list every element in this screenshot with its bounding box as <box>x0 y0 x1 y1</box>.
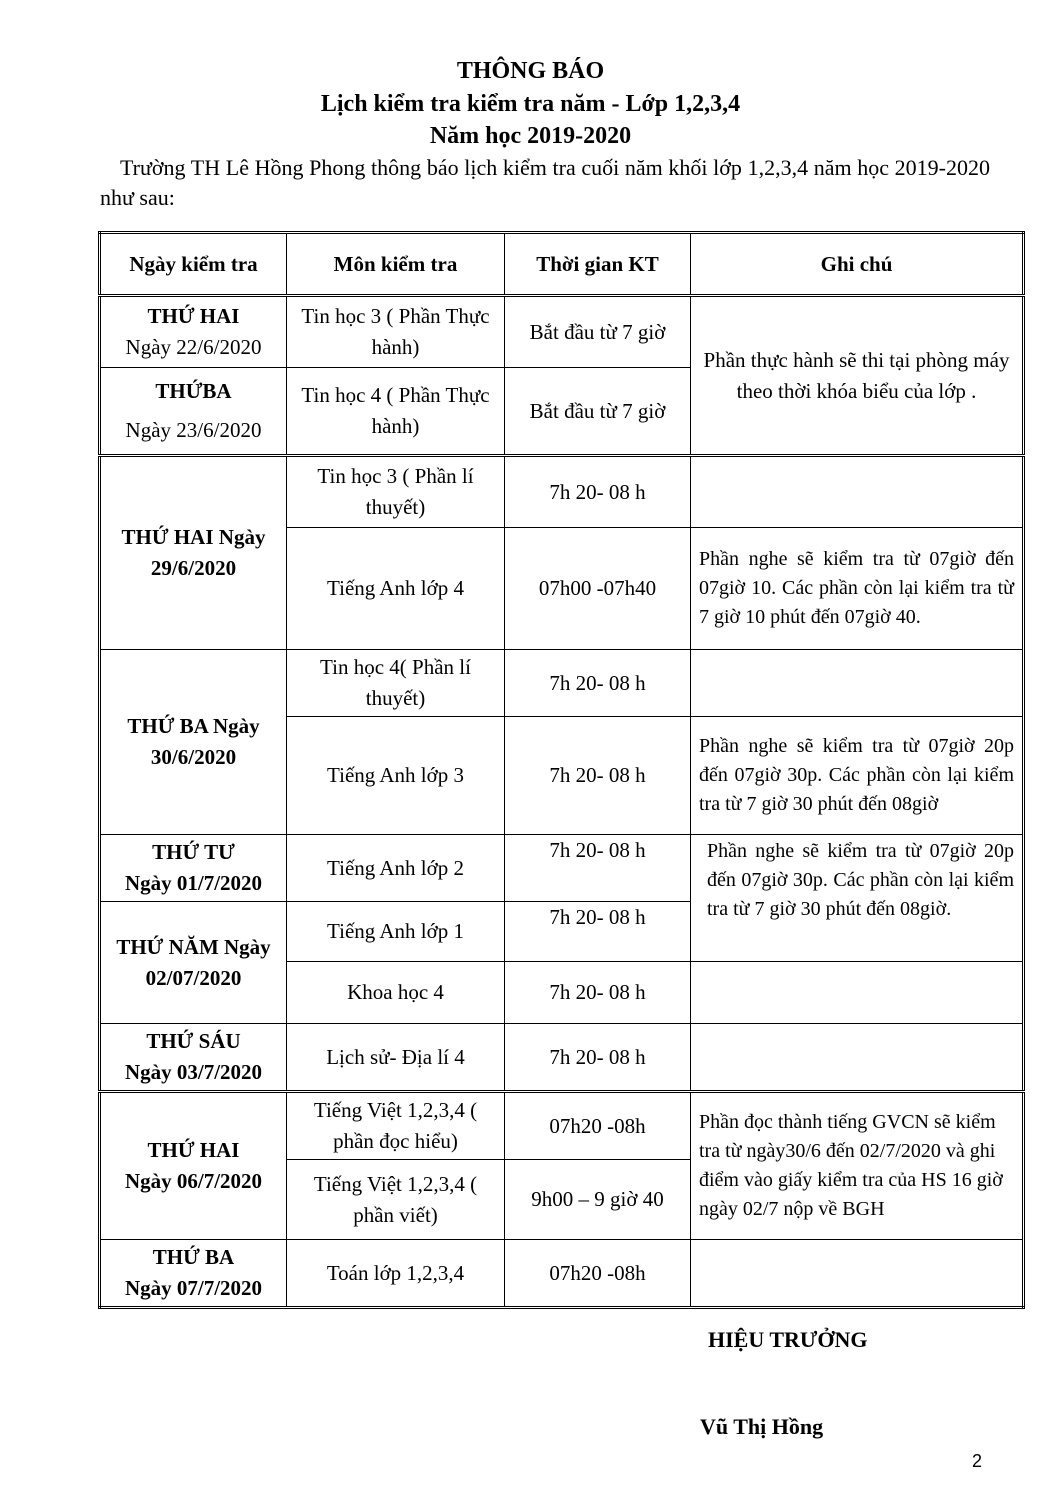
date-cell: THỨ HAI Ngày 06/7/2020 <box>100 1092 287 1240</box>
date-cell: THỨ BA Ngày 07/7/2020 <box>100 1240 287 1308</box>
date-cell: THỨBA Ngày 23/6/2020 <box>100 368 287 456</box>
note-cell <box>691 962 1024 1024</box>
time-cell: 9h00 – 9 giờ 40 <box>505 1160 691 1240</box>
note-cell: Phần nghe sẽ kiểm tra từ 07giờ 20p đến 07giờ 30p. Các phần còn lại kiểm tra từ 7 giờ 30 phút đến 08giờ. <box>691 835 1024 962</box>
note-cell: Phần nghe sẽ kiểm tra từ 07giờ đến 07giờ 10. Các phần còn lại kiểm tra từ 7 giờ 10 phút đến 07giờ 40. <box>691 528 1024 650</box>
note-cell: Phần thực hành sẽ thi tại phòng máy theo thời khóa biểu của lớp . <box>691 296 1024 456</box>
time-cell: 7h 20- 08 h <box>505 650 691 717</box>
subject-cell: Lịch sử- Địa lí 4 <box>287 1024 505 1092</box>
date-cell: THỨ TƯ Ngày 01/7/2020 <box>100 835 287 902</box>
date-cell: THỨ HAI Ngày 29/6/2020 <box>100 456 287 650</box>
table-row <box>100 1024 1024 1092</box>
header-time: Thời gian KT <box>505 233 691 296</box>
note-cell <box>691 650 1024 717</box>
time-cell: 7h 20- 08 h <box>505 902 691 962</box>
subject-cell: Tin học 4 ( Phần Thực hành) <box>287 368 505 456</box>
date-cell: THỨ NĂM Ngày 02/07/2020 <box>100 902 287 1024</box>
header-note: Ghi chú <box>691 233 1024 296</box>
schedule-subtitle: Lịch kiểm tra kiểm tra năm - Lớp 1,2,3,4 <box>320 91 741 117</box>
time-cell: 07h20 -08h <box>505 1240 691 1308</box>
subject-cell: Khoa học 4 <box>287 962 505 1024</box>
time-cell: Bắt đầu từ 7 giờ <box>505 296 691 368</box>
signature-name: Vũ Thị Hồng <box>700 1414 824 1439</box>
date-cell: THỨ SÁU Ngày 03/7/2020 <box>100 1024 287 1092</box>
subject-cell: Tin học 4( Phần lí thuyết) <box>287 650 505 717</box>
table-header-row <box>100 233 1024 296</box>
notice-title: THÔNG BÁO <box>456 58 605 84</box>
table-row <box>100 1240 1024 1308</box>
table-row <box>100 296 1024 368</box>
subject-cell: Tiếng Anh lớp 3 <box>287 717 505 835</box>
school-year: Năm học 2019-2020 <box>429 123 632 149</box>
note-cell: Phần nghe sẽ kiểm tra từ 07giờ 20p đến 07giờ 30p. Các phần còn lại kiểm tra từ 7 giờ 30 phút đến 08giờ <box>691 717 1024 835</box>
time-cell: 7h 20- 08 h <box>505 962 691 1024</box>
note-cell <box>691 1024 1024 1092</box>
header-subject: Môn kiểm tra <box>287 233 505 296</box>
page-number: 2 <box>972 1451 983 1471</box>
subject-cell: Tiếng Việt 1,2,3,4 ( phần viết) <box>287 1160 505 1240</box>
note-cell <box>691 1240 1024 1308</box>
subject-cell: Toán lớp 1,2,3,4 <box>287 1240 505 1308</box>
table-row <box>100 835 1024 902</box>
time-cell: 7h 20- 08 h <box>505 456 691 528</box>
subject-cell: Tiếng Anh lớp 2 <box>287 835 505 902</box>
intro-paragraph: Trường TH Lê Hồng Phong thông báo lịch kiểm tra cuối năm khối lớp 1,2,3,4 năm học 2019-2020 như sau: <box>100 155 990 210</box>
header-date: Ngày kiểm tra <box>100 233 287 296</box>
time-cell: Bắt đầu từ 7 giờ <box>505 368 691 456</box>
note-cell <box>691 456 1024 528</box>
table-row <box>100 650 1024 717</box>
note-cell: Phần đọc thành tiếng GVCN sẽ kiểm tra từ ngày30/6 đến 02/7/2020 và ghi điểm vào giấy kiểm tra của HS 16 giờ ngày 02/7 nộp về BGH <box>691 1092 1024 1240</box>
date-cell: THỨ BA Ngày 30/6/2020 <box>100 650 287 835</box>
table-row <box>100 1092 1024 1160</box>
date-cell: THỨ HAI Ngày 22/6/2020 <box>100 296 287 368</box>
exam-schedule-table <box>98 231 1025 1309</box>
subject-cell: Tiếng Anh lớp 4 <box>287 528 505 650</box>
time-cell: 7h 20- 08 h <box>505 717 691 835</box>
subject-cell: Tiếng Việt 1,2,3,4 ( phần đọc hiểu) <box>287 1092 505 1160</box>
time-cell: 07h00 -07h40 <box>505 528 691 650</box>
table-row <box>100 456 1024 528</box>
subject-cell: Tiếng Anh lớp 1 <box>287 902 505 962</box>
subject-cell: Tin học 3 ( Phần Thực hành) <box>287 296 505 368</box>
subject-cell: Tin học 3 ( Phần lí thuyết) <box>287 456 505 528</box>
time-cell: 7h 20- 08 h <box>505 835 691 902</box>
time-cell: 07h20 -08h <box>505 1092 691 1160</box>
time-cell: 7h 20- 08 h <box>505 1024 691 1092</box>
signature-role: HIỆU TRƯỞNG <box>708 1327 868 1352</box>
